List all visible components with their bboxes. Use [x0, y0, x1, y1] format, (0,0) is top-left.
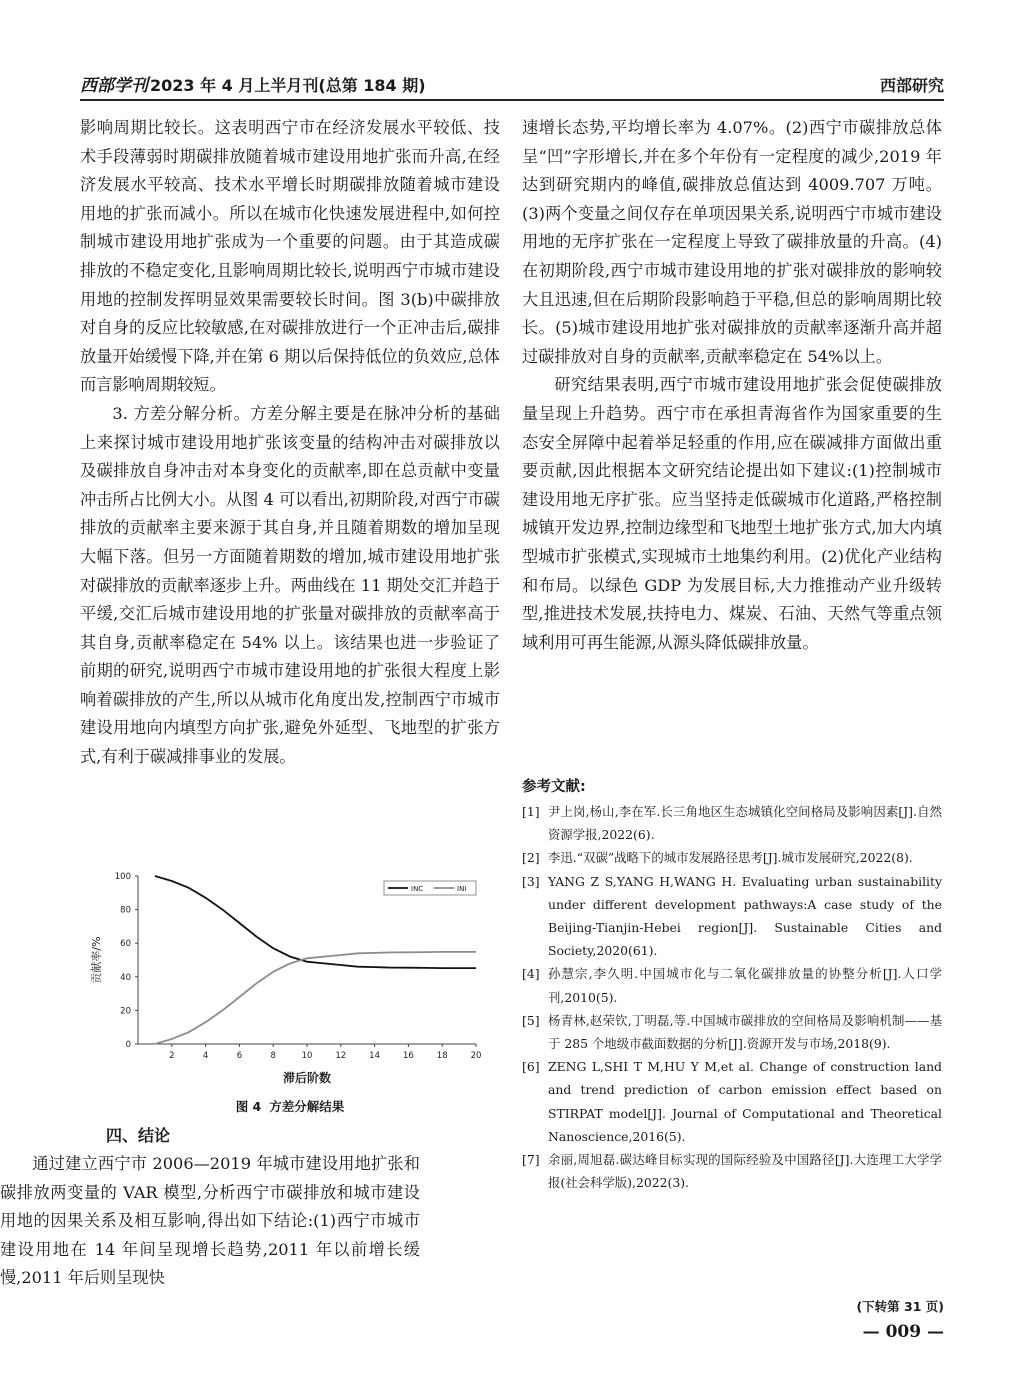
references-heading: 参考文献:: [522, 779, 586, 795]
reference-number: [6]: [522, 1059, 540, 1075]
paragraph: 通过建立西宁市 2006—2019 年城市建设用地扩张和碳排放两变量的 VAR 模型,分析西宁市碳排放和城市建设用地的因果关系及相互影响,得出如下结论:(1)西宁市城市建设用地在 14 年间呈现增长趋势,2011 年以前增长缓慢,2011 年后则呈现快: [0, 1154, 420, 1288]
x-axis-label: 滞后阶数: [282, 1071, 332, 1085]
y-axis-label: 贡献率/%: [90, 936, 103, 984]
issue-label: 2023 年 4 月上半月刊(总第 184 期): [150, 76, 426, 95]
paragraph: 研究结果表明,西宁市城市建设用地扩张会促使碳排放量呈现上升趋势。西宁市在承担青海省作为国家重要的生态安全屏障中起着举足轻重的作用,应在碳减排方面做出重要贡献,因此根据本文研究结论提出如下建议:(1)控制城市建设用地无序扩张。应当坚持走低碳城市化道路,严格控制城镇开发边界,控制边缘型和飞地型土地扩张方式,加大内填型城市扩张模式,实现城市土地集约利用。(2)优化产业结构和布局。以绿色 GDP 为发展目标,大力推推动产业升级转型,推进技术发展,扶持电力、煤炭、石油、天然气等重点领域利用可再生能源,从源头降低碳排放量。: [522, 375, 942, 652]
figure-caption: [80, 1097, 500, 1115]
x-tick-label: 20: [470, 1051, 482, 1061]
paragraph: 影响周期比较长。这表明西宁市在经济发展水平较低、技术手段薄弱时期碳排放随着城市建设用地扩张而升高,在经济发展水平较高、技术水平增长时期碳排放随着城市建设用地的扩张而减小。所以在城市化快速发展进程中,如何控制城市建设用地扩张成为一个重要的问题。由于其造成碳排放的不稳定变化,且影响周期比较长,说明西宁市城市建设用地的控制发挥明显效果需要较长时间。图 3(b)中碳排放对自身的反应比较敏感,在对碳排放进行一个正冲击后,碳排放量开始缓慢下降,并在第 6 期以后保持低位的负效应,总体而言影响周期较短。: [80, 118, 500, 395]
journal-logo: 西部学刊: [80, 76, 148, 96]
x-tick-label: 6: [236, 1051, 243, 1061]
reference-text: 余丽,周旭磊.碳达峰目标实现的国际经验及中国路径[J].大连理工大学学报(社会科学版),2022(3).: [548, 1152, 942, 1191]
paragraph: 速增长态势,平均增长率为 4.07%。(2)西宁市碳排放总体呈“凹”字形增长,并在多个年份有一定程度的减少,2019 年达到研究期内的峰值,碳排放总值达到 4009.707 万吨。(3)两个变量之间仅存在单项因果关系,说明西宁市城市建设用地的无序扩张在一定程度上导致了碳排放量的升高。(4)在初期阶段,西宁市城市建设用地的扩张对碳排放的影响较大且迅速,但在后期阶段影响趋于平稳,但总的影响周期比较长。(5)城市建设用地扩张对碳排放的贡献率逐渐升高并超过碳排放对自身的贡献率,贡献率稳定在 54%以上。: [522, 118, 942, 366]
conclusion-text: [0, 1150, 420, 1293]
paragraph: 3. 方差分解分析。方差分解主要是在脉冲分析的基础上来探讨城市建设用地扩张该变量的结构冲击对碳排放以及碳排放自身冲击对本身变化的贡献率,即在总贡献中变量冲击所占比例大小。从图 4 可以看出,初期阶段,对西宁市碳排放的贡献率主要来源于其自身,并且随着期数的增加呈现大幅下落。但另一方面随着期数的增加,城市建设用地扩张对碳排放的贡献率逐步上升。两曲线在 11 期处交汇并趋于平缓,交汇后城市建设用地的扩张量对碳排放的贡献率高于其自身,贡献率稳定在 54% 以上。该结果也进一步验证了前期的研究,说明西宁市城市建设用地的扩张很大程度上影响着碳排放的产生,所以从城市化角度出发,控制西宁市城市建设用地向内填型方向扩张,避免外延型、飞地型的扩张方式,有利于碳减排事业的发展。: [80, 403, 500, 767]
figure-title: 方差分解结果: [269, 1099, 345, 1114]
legend-label: INC: [411, 885, 424, 893]
reference-item: [522, 962, 942, 1008]
x-tick-label: 10: [301, 1051, 313, 1061]
reference-number: [4]: [522, 966, 540, 982]
figure-chart: [82, 866, 500, 1124]
y-tick-label: 100: [114, 872, 131, 882]
reference-item: [522, 1009, 942, 1055]
left-column: [80, 114, 500, 772]
reference-number: [3]: [522, 873, 540, 889]
reference-text: 孙慧宗,李久明.中国城市化与二氧化碳排放量的协整分析[J].人口学刊,2010(5).: [548, 966, 942, 1005]
x-tick-label: 2: [169, 1051, 175, 1061]
y-tick-label: 60: [120, 939, 131, 950]
x-tick-label: 4: [202, 1051, 209, 1061]
reference-text: 杨青林,赵荣钦,丁明磊,等.中国城市碳排放的空间格局及影响机制——基于 285 个地级市截面数据的分析[J].资源开发与市场,2018(9).: [548, 1012, 942, 1052]
reference-item: [522, 846, 942, 869]
reference-item: [522, 1148, 942, 1194]
reference-item: [522, 870, 942, 963]
reference-number: [2]: [522, 850, 540, 866]
right-column: [522, 114, 942, 657]
reference-number: [7]: [522, 1152, 540, 1168]
section-label: 西部研究: [879, 76, 944, 95]
reference-text: 尹上岗,杨山,李在军.长三角地区生态城镇化空间格局及影响因素[J].自然资源学报,2022(6).: [548, 804, 942, 843]
x-tick-label: 8: [270, 1051, 276, 1061]
reference-text: 李迅.“双碳”战略下的城市发展路径思考[J].城市发展研究,2022(8).: [548, 850, 913, 866]
reference-text: YANG Z S,YANG H,WANG H. Evaluating urban sustainability under different development pathways:A case study of the Beijing-Tianjin-Hebei region[J]. Sustainable Cities and Society,2020(61).: [548, 873, 942, 959]
legend-label: INI: [457, 885, 467, 893]
section-heading: 四、结论: [106, 1126, 171, 1145]
y-tick-label: 0: [125, 1040, 131, 1050]
series-line-ini: [155, 952, 476, 1044]
y-tick-label: 80: [120, 905, 131, 916]
journal-issue: [80, 71, 426, 96]
figure-label: 图 4: [235, 1099, 262, 1114]
x-tick-label: 14: [369, 1051, 381, 1061]
reference-number: [5]: [522, 1012, 540, 1028]
reference-text: ZENG L,SHI T M,HU Y M,et al. Change of construction land and trend prediction of carbon emission effect based on STIRPAT model[J]. Journal of Computational and Theoretical Nanoscience,2016(5).: [548, 1059, 942, 1144]
continued-note: (下转第 31 页): [856, 1299, 944, 1314]
reference-number: [1]: [522, 804, 540, 819]
reference-item: [522, 1055, 942, 1148]
reference-item: [522, 800, 942, 846]
y-tick-label: 20: [120, 1006, 131, 1017]
page-header: [80, 70, 944, 101]
x-tick-label: 16: [402, 1051, 414, 1061]
y-tick-label: 40: [120, 972, 131, 983]
x-tick-label: 12: [335, 1051, 347, 1061]
references-list: [522, 800, 942, 1194]
page-number: — 009 —: [862, 1322, 944, 1342]
x-tick-label: 18: [436, 1051, 448, 1061]
variance-decomposition-chart: [82, 866, 500, 1094]
